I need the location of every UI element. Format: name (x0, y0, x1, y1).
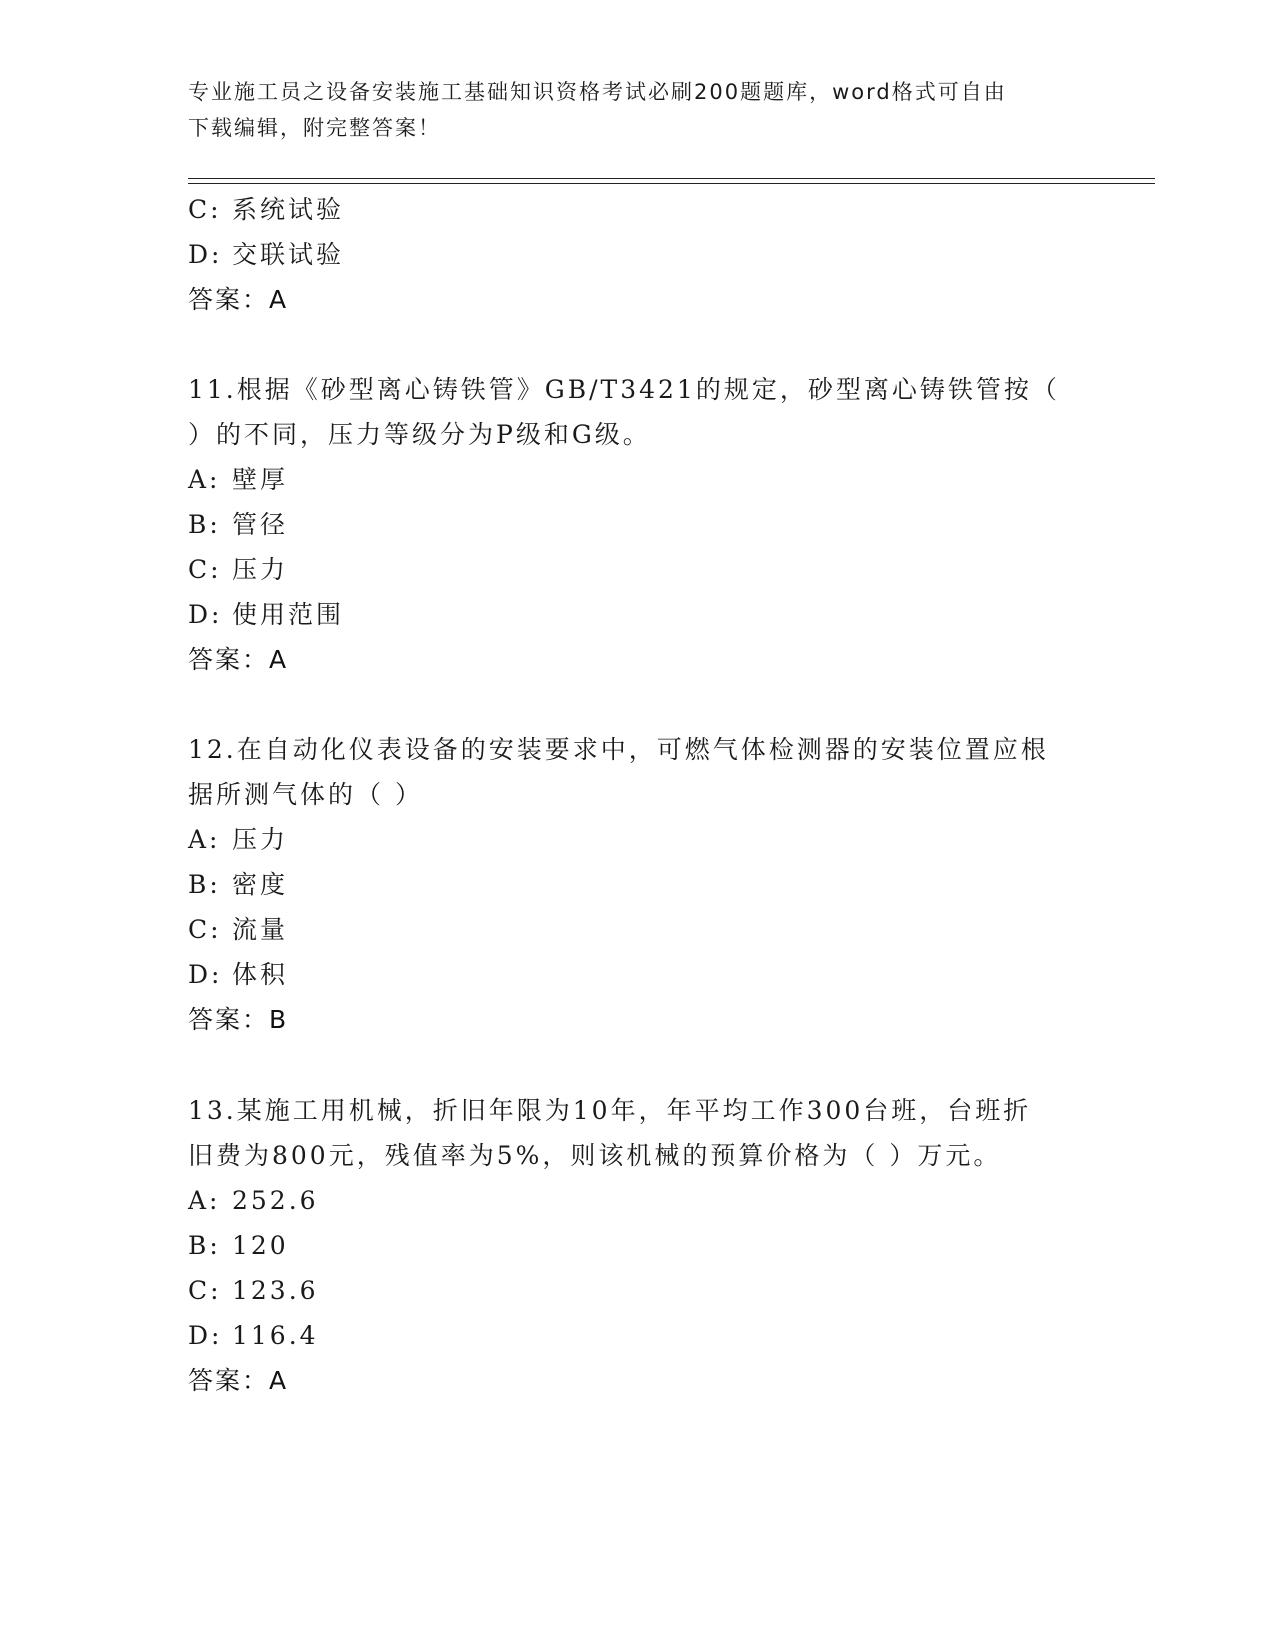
document-header (188, 74, 1068, 146)
header-divider-top (188, 178, 1155, 179)
option-d (188, 238, 344, 272)
answer-line: 答案：A (188, 1366, 289, 1395)
option-text: 252.6 (232, 1186, 319, 1215)
option-text: 压力 (232, 555, 289, 584)
option-key: D: (188, 1321, 223, 1350)
option-c (188, 553, 288, 587)
option-text: 使用范围 (232, 600, 345, 629)
option-a (188, 1184, 319, 1218)
option-key: A: (188, 825, 221, 854)
option-text: 密度 (232, 870, 289, 899)
question-13-stem-line-2: 旧费为800元，残值率为5%，则该机械的预算价格为（ ）万元。 (188, 1141, 1002, 1170)
option-key: B: (188, 1231, 221, 1260)
option-text: 123.6 (232, 1276, 319, 1305)
option-key: D: (188, 960, 223, 989)
option-c (188, 913, 288, 947)
answer-line: 答案：A (188, 285, 289, 314)
option-b (188, 868, 288, 902)
option-d (188, 598, 344, 632)
option-key: D: (188, 240, 223, 269)
option-key: C: (188, 555, 222, 584)
option-key: C: (188, 1276, 222, 1305)
option-d (188, 1319, 319, 1353)
option-text: 管径 (232, 510, 289, 539)
option-key: B: (188, 870, 221, 899)
option-key: D: (188, 600, 223, 629)
option-key: C: (188, 195, 222, 224)
option-b (188, 508, 288, 542)
option-text: 系统试验 (232, 195, 345, 224)
option-text: 交联试验 (232, 240, 345, 269)
option-d (188, 958, 288, 992)
question-11-stem-line-2: ）的不同，压力等级分为P级和G级。 (188, 420, 651, 449)
option-b (188, 1229, 289, 1263)
option-text: 流量 (232, 915, 289, 944)
option-key: C: (188, 915, 222, 944)
option-a (188, 823, 288, 857)
option-c (188, 1274, 319, 1308)
header-line-2: 下载编辑，附完整答案！ (188, 116, 441, 140)
option-key: A: (188, 465, 221, 494)
answer-line: 答案：A (188, 645, 289, 674)
option-c (188, 193, 344, 227)
header-line-1: 专业施工员之设备安装施工基础知识资格考试必刷200题题库，word格式可自由 (188, 80, 1007, 104)
question-12-stem-line-2: 据所测气体的（ ） (188, 780, 423, 809)
option-key: B: (188, 510, 221, 539)
question-13-stem-line-1: 13.某施工用机械，折旧年限为10年，年平均工作300台班，台班折 (188, 1096, 1032, 1125)
option-key: A: (188, 1186, 221, 1215)
option-text: 116.4 (232, 1321, 319, 1350)
option-text: 体积 (232, 960, 289, 989)
header-divider-bottom (188, 183, 1155, 184)
answer-line: 答案：B (188, 1005, 289, 1034)
option-a (188, 463, 288, 497)
option-text: 120 (232, 1231, 289, 1260)
option-text: 压力 (232, 825, 289, 854)
question-12-stem-line-1: 12.在自动化仪表设备的安装要求中，可燃气体检测器的安装位置应根 (188, 735, 1049, 764)
question-11-stem-line-1: 11.根据《砂型离心铸铁管》GB/T3421的规定，砂型离心铸铁管按（ (188, 375, 1060, 404)
option-text: 壁厚 (232, 465, 289, 494)
